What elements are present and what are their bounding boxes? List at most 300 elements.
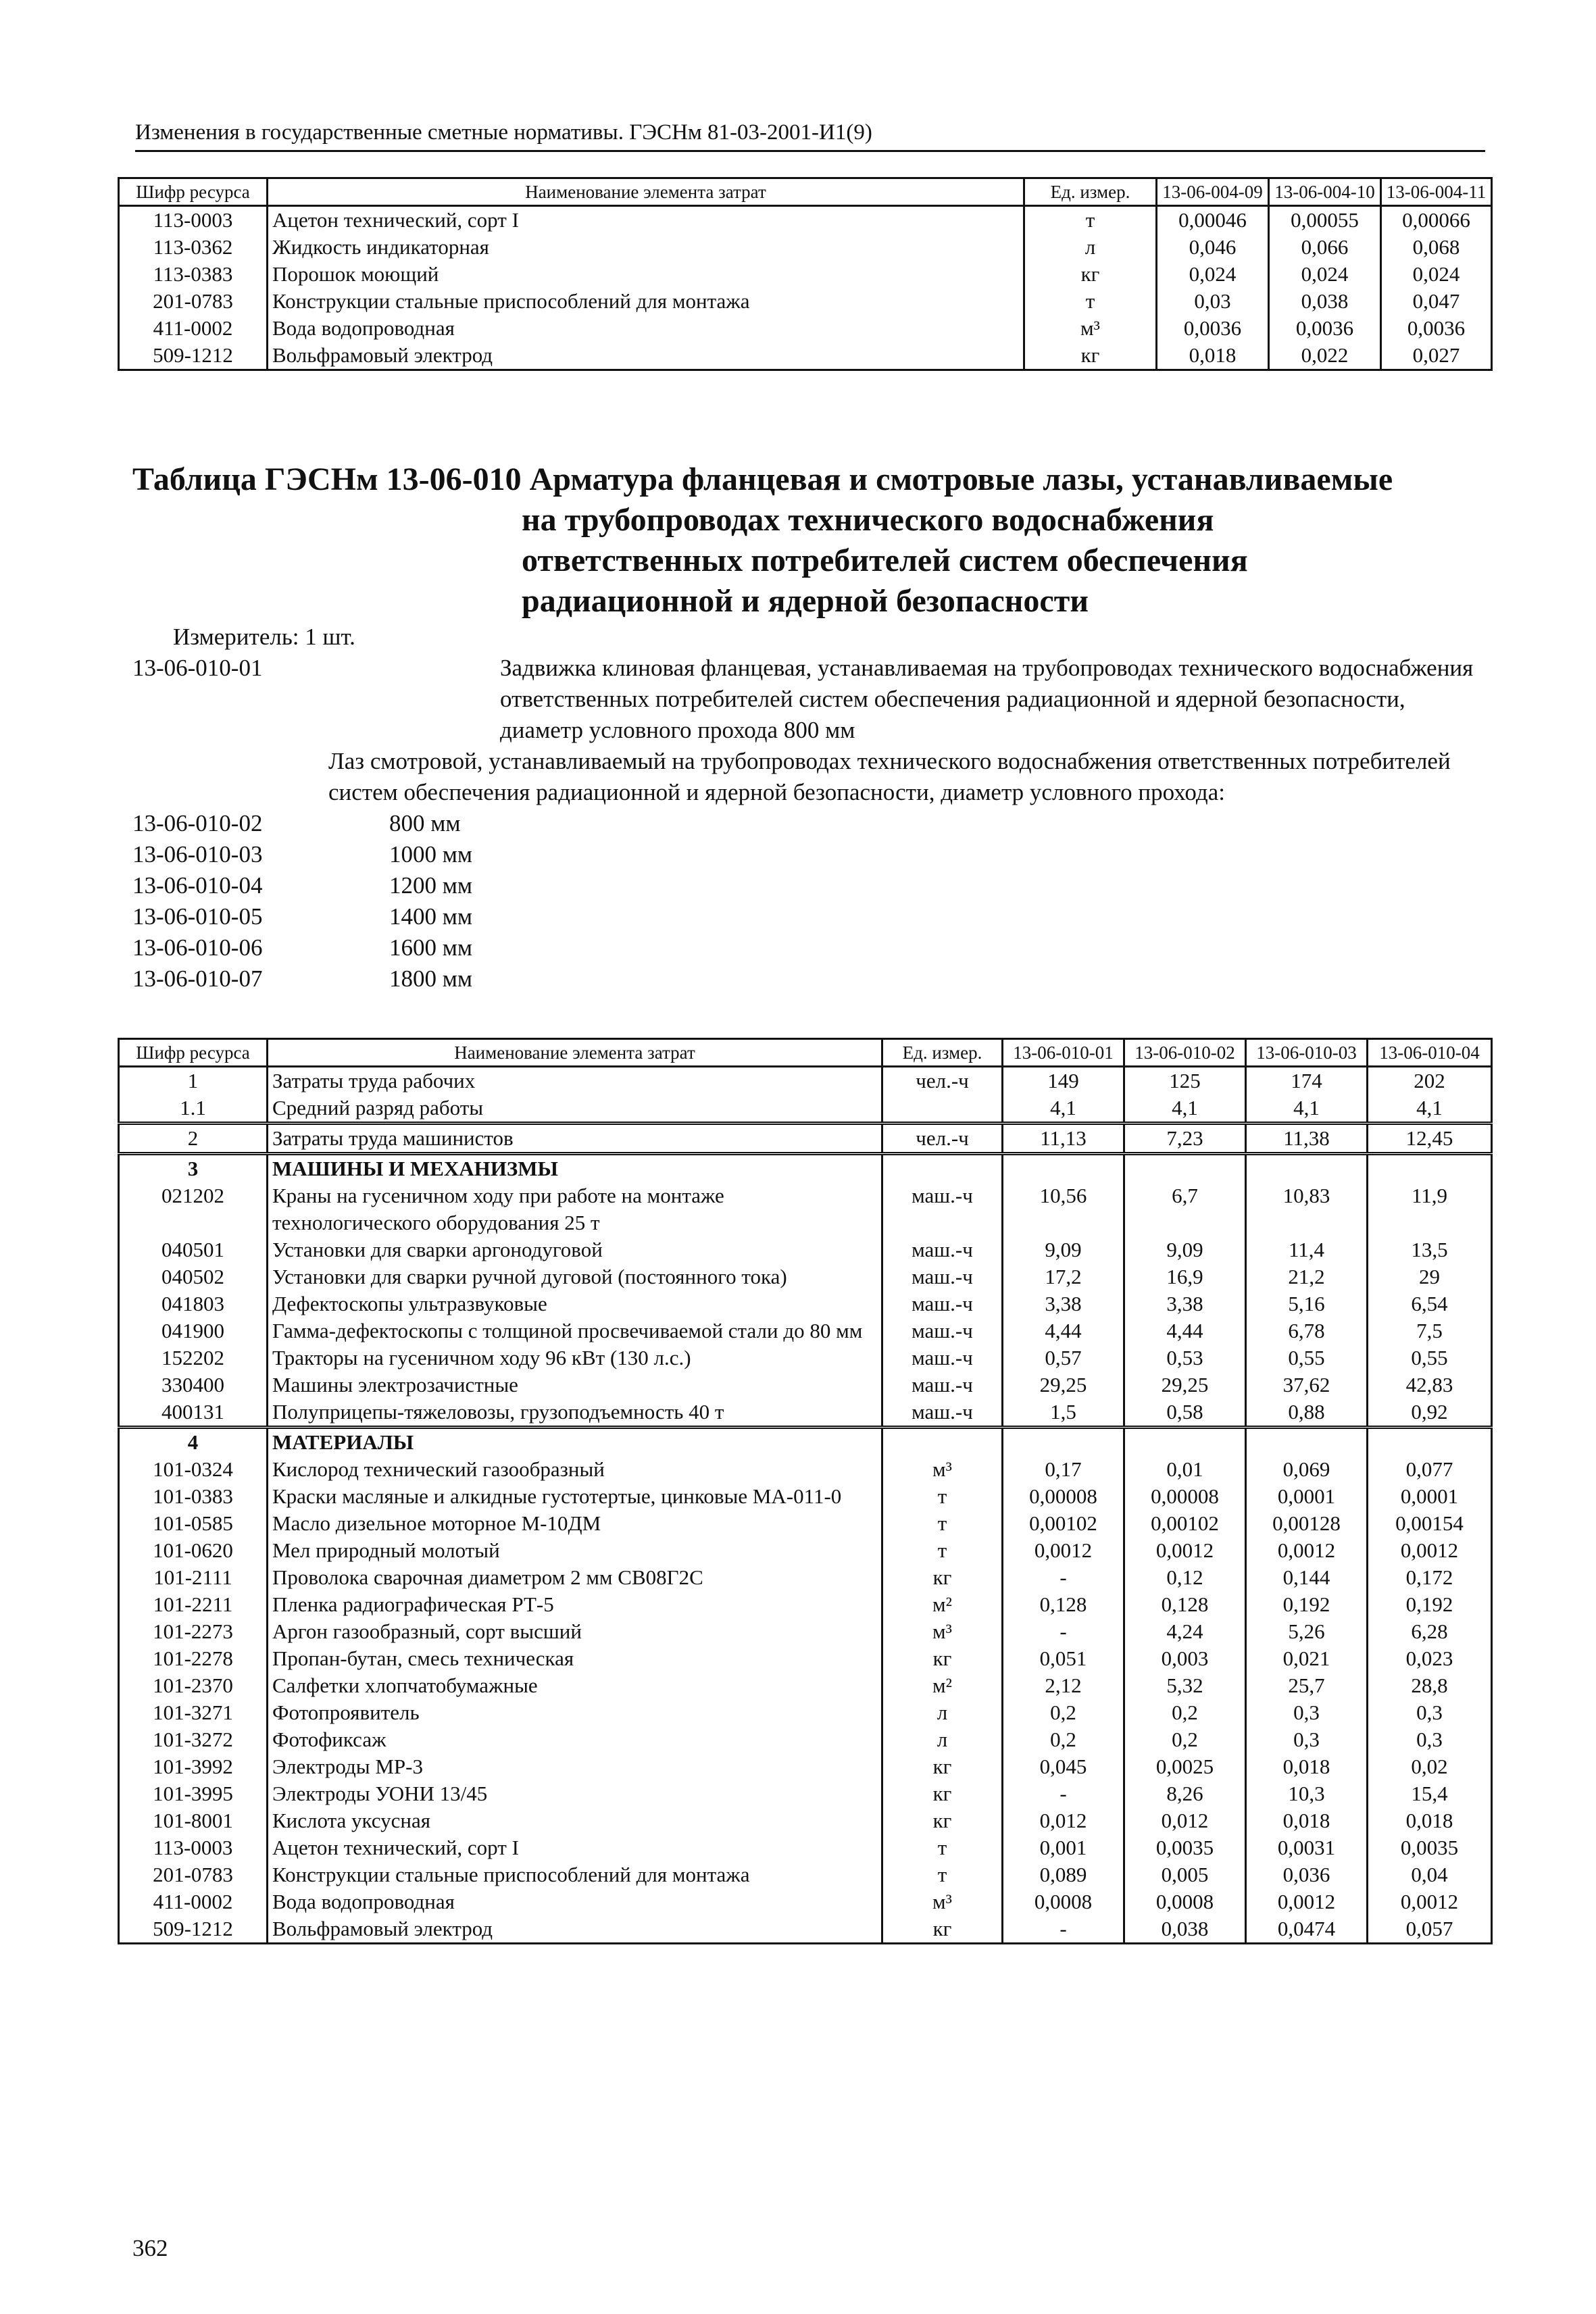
resource-value: 0,0036: [1157, 315, 1269, 342]
resource-value: [1003, 1154, 1124, 1183]
header-col: 13-06-010-02: [1124, 1039, 1246, 1067]
resource-value: 4,44: [1124, 1317, 1246, 1344]
resource-name: Тракторы на гусеничном ходу 96 кВт (130 л.с.): [268, 1344, 882, 1372]
resource-value: 0,00102: [1003, 1510, 1124, 1537]
table-row: [119, 1372, 1492, 1399]
table-row: [119, 1915, 1492, 1944]
resource-value: 0,003: [1124, 1645, 1246, 1672]
resource-value: 0,128: [1124, 1591, 1246, 1618]
resource-value: маш.-ч: [882, 1263, 1003, 1290]
table-row: [119, 1236, 1492, 1263]
resource-value: 0,0012: [1003, 1537, 1124, 1564]
size-value: 1000 мм: [389, 841, 473, 867]
resource-value: 3,38: [1124, 1290, 1246, 1317]
resource-value: 11,38: [1246, 1124, 1368, 1154]
resource-value: 10,83: [1246, 1182, 1368, 1236]
resource-value: 0,0012: [1124, 1537, 1246, 1564]
resource-value: 11,4: [1246, 1236, 1368, 1263]
resource-value: м³: [882, 1888, 1003, 1915]
resource-code: 113-0003: [119, 206, 268, 234]
header-col: 13-06-004-11: [1381, 178, 1492, 206]
resource-code: 4: [119, 1428, 268, 1457]
resource-value: 0,53: [1124, 1344, 1246, 1372]
resource-value: кг: [882, 1780, 1003, 1807]
table-row: [119, 1124, 1492, 1154]
table-row: [119, 1095, 1492, 1124]
resource-value: 0,069: [1246, 1456, 1368, 1483]
resource-value: 0,012: [1003, 1807, 1124, 1834]
resource-name: Вольфрамовый электрод: [268, 1915, 882, 1944]
resource-value: 0,0474: [1246, 1915, 1368, 1944]
work-text: Задвижка клиновая фланцевая, устанавливаемая на трубопроводах технического водоснабжения ответственных потребителей систем обеспечения радиационной и ядерной безопасности, диаметр условного прохода 800 мм: [500, 655, 1474, 743]
resource-code: 021202: [119, 1182, 268, 1236]
page-number: 362: [132, 2235, 168, 2261]
resource-value: 0,012: [1124, 1807, 1246, 1834]
resource-name: Ацетон технический, сорт I: [268, 206, 1024, 234]
work-code: 13-06-010-06: [132, 934, 263, 961]
resource-code: 101-2273: [119, 1618, 268, 1645]
resource-value: маш.-ч: [882, 1399, 1003, 1428]
resource-value: маш.-ч: [882, 1372, 1003, 1399]
resource-value: 0,0035: [1368, 1834, 1492, 1861]
resource-value: 0,023: [1368, 1645, 1492, 1672]
resource-name: Фотофиксаж: [268, 1726, 882, 1753]
resource-value: 0,051: [1003, 1645, 1124, 1672]
table-row: [119, 1834, 1492, 1861]
resource-value: т: [882, 1537, 1003, 1564]
resource-value: 0,144: [1246, 1564, 1368, 1591]
resource-value: 4,44: [1003, 1317, 1124, 1344]
size-value: 1600 мм: [389, 934, 473, 961]
resource-value: кг: [882, 1807, 1003, 1834]
table-row: [119, 1510, 1492, 1537]
resource-value: 0,089: [1003, 1861, 1124, 1888]
table-row: [119, 1618, 1492, 1645]
resource-name: Кислота уксусная: [268, 1807, 882, 1834]
resource-name: Мел природный молотый: [268, 1537, 882, 1564]
resource-value: чел.-ч: [882, 1067, 1003, 1095]
header-name: Наименование элемента затрат: [268, 1039, 882, 1067]
resource-name: Вода водопроводная: [268, 1888, 882, 1915]
resource-value: 0,045: [1003, 1753, 1124, 1780]
size-item: [132, 932, 1484, 963]
resource-value: 0,58: [1124, 1399, 1246, 1428]
resource-value: 13,5: [1368, 1236, 1492, 1263]
resource-value: 4,1: [1246, 1095, 1368, 1124]
size-item: [132, 901, 1484, 932]
resource-name: Фотопроявитель: [268, 1699, 882, 1726]
resource-code: 509-1212: [119, 342, 268, 370]
resource-table-004: [118, 177, 1493, 371]
resource-value: 0,03: [1157, 288, 1269, 315]
resource-value: т: [1024, 206, 1157, 234]
resource-value: 0,0001: [1246, 1483, 1368, 1510]
resource-value: 21,2: [1246, 1263, 1368, 1290]
resource-value: 0,3: [1246, 1699, 1368, 1726]
resource-value: 0,0012: [1246, 1537, 1368, 1564]
resource-value: 0,021: [1246, 1645, 1368, 1672]
resource-value: -: [1003, 1564, 1124, 1591]
resource-name: Электроды МР-3: [268, 1753, 882, 1780]
resource-code: 040501: [119, 1236, 268, 1263]
table-row: [119, 1067, 1492, 1095]
table-row: [119, 234, 1492, 261]
resource-name: Ацетон технический, сорт I: [268, 1834, 882, 1861]
resource-value: чел.-ч: [882, 1124, 1003, 1154]
resource-value: маш.-ч: [882, 1290, 1003, 1317]
table-row: [119, 1807, 1492, 1834]
resource-value: 10,3: [1246, 1780, 1368, 1807]
header-col: 13-06-010-03: [1246, 1039, 1368, 1067]
resource-value: 0,57: [1003, 1344, 1124, 1372]
resource-value: 0,192: [1246, 1591, 1368, 1618]
resource-name: Полуприцепы-тяжеловозы, грузоподъемность 40 т: [268, 1399, 882, 1428]
resource-value: 0,068: [1381, 234, 1492, 261]
resource-value: [1124, 1154, 1246, 1183]
header-unit: Ед. измер.: [882, 1039, 1003, 1067]
table-row: [119, 1672, 1492, 1699]
resource-value: 37,62: [1246, 1372, 1368, 1399]
resource-code: 101-3272: [119, 1726, 268, 1753]
resource-value: 0,018: [1246, 1753, 1368, 1780]
table-row: [119, 315, 1492, 342]
resource-value: т: [1024, 288, 1157, 315]
resource-code: 101-2370: [119, 1672, 268, 1699]
resource-value: 0,00008: [1003, 1483, 1124, 1510]
work-code: 13-06-010-05: [132, 903, 263, 930]
work-description: [132, 622, 1484, 995]
resource-value: м²: [882, 1672, 1003, 1699]
table-row: [119, 1182, 1492, 1236]
resource-code: 101-8001: [119, 1807, 268, 1834]
resource-value: маш.-ч: [882, 1236, 1003, 1263]
resource-value: 6,78: [1246, 1317, 1368, 1344]
resource-value: т: [882, 1510, 1003, 1537]
header-col: 13-06-004-09: [1157, 178, 1269, 206]
resource-value: л: [1024, 234, 1157, 261]
resource-code: 2: [119, 1124, 268, 1154]
resource-value: 0,0025: [1124, 1753, 1246, 1780]
resource-value: 0,2: [1124, 1699, 1246, 1726]
size-value: 1400 мм: [389, 903, 473, 930]
resource-value: 5,32: [1124, 1672, 1246, 1699]
resource-value: м²: [882, 1591, 1003, 1618]
table-row: [119, 1699, 1492, 1726]
resource-code: 1.1: [119, 1095, 268, 1124]
resource-value: 0,077: [1368, 1456, 1492, 1483]
resource-value: 28,8: [1368, 1672, 1492, 1699]
work-item: [132, 653, 1484, 746]
resource-value: 11,9: [1368, 1182, 1492, 1236]
resource-value: 0,046: [1157, 234, 1269, 261]
resource-value: м³: [882, 1456, 1003, 1483]
resource-value: 0,001: [1003, 1834, 1124, 1861]
resource-value: [1246, 1428, 1368, 1457]
resource-value: 0,192: [1368, 1591, 1492, 1618]
header-code: Шифр ресурса: [119, 1039, 268, 1067]
table-row: [119, 1780, 1492, 1807]
table-row: [119, 1591, 1492, 1618]
resource-name: Электроды УОНИ 13/45: [268, 1780, 882, 1807]
resource-value: 0,2: [1124, 1726, 1246, 1753]
resource-value: 0,55: [1368, 1344, 1492, 1372]
resource-name: Порошок моющий: [268, 261, 1024, 288]
resource-code: 101-0383: [119, 1483, 268, 1510]
table-row: [119, 1888, 1492, 1915]
resource-code: 201-0783: [119, 1861, 268, 1888]
resource-code: 101-3995: [119, 1780, 268, 1807]
resource-code: 411-0002: [119, 1888, 268, 1915]
resource-value: 0,00055: [1269, 206, 1381, 234]
table-row: [119, 1753, 1492, 1780]
resource-code: 101-2211: [119, 1591, 268, 1618]
resource-value: 0,018: [1157, 342, 1269, 370]
table-row: [119, 1428, 1492, 1457]
resource-value: 0,3: [1246, 1726, 1368, 1753]
size-value: 1800 мм: [389, 965, 473, 992]
resource-value: [1246, 1154, 1368, 1183]
resource-code: 101-2111: [119, 1564, 268, 1591]
table-row: [119, 1726, 1492, 1753]
table-row: [119, 1317, 1492, 1344]
resource-code: 113-0383: [119, 261, 268, 288]
resource-code: 101-3271: [119, 1699, 268, 1726]
resource-value: 0,128: [1003, 1591, 1124, 1618]
table-row: [119, 206, 1492, 234]
resource-name: Дефектоскопы ультразвуковые: [268, 1290, 882, 1317]
size-value: 800 мм: [389, 810, 461, 836]
resource-code: 101-0324: [119, 1456, 268, 1483]
work-code: 13-06-010-03: [132, 841, 263, 867]
resource-code: 041803: [119, 1290, 268, 1317]
resource-name: Вода водопроводная: [268, 315, 1024, 342]
resource-value: -: [1003, 1618, 1124, 1645]
table-row: [119, 1290, 1492, 1317]
resource-value: 0,057: [1368, 1915, 1492, 1944]
resource-code: 152202: [119, 1344, 268, 1372]
resource-value: 0,0012: [1246, 1888, 1368, 1915]
work-code: 13-06-010-01: [132, 655, 263, 681]
table-row: [119, 1645, 1492, 1672]
resource-name: МАШИНЫ И МЕХАНИЗМЫ: [268, 1154, 882, 1183]
resource-name: Проволока сварочная диаметром 2 мм СВ08Г2С: [268, 1564, 882, 1591]
resource-value: 0,036: [1246, 1861, 1368, 1888]
table-row: [119, 288, 1492, 315]
resource-value: 0,3: [1368, 1726, 1492, 1753]
header-code: Шифр ресурса: [119, 178, 268, 206]
resource-code: 101-0620: [119, 1537, 268, 1564]
resource-value: 4,24: [1124, 1618, 1246, 1645]
resource-value: [1368, 1154, 1492, 1183]
resource-value: 149: [1003, 1067, 1124, 1095]
resource-value: 0,2: [1003, 1726, 1124, 1753]
resource-code: 400131: [119, 1399, 268, 1428]
header-col: 13-06-010-01: [1003, 1039, 1124, 1067]
resource-name: Затраты труда рабочих: [268, 1067, 882, 1095]
resource-name: Затраты труда машинистов: [268, 1124, 882, 1154]
resource-value: м³: [882, 1618, 1003, 1645]
resource-value: 11,13: [1003, 1124, 1124, 1154]
resource-value: [1124, 1428, 1246, 1457]
resource-value: 0,00102: [1124, 1510, 1246, 1537]
resource-value: 42,83: [1368, 1372, 1492, 1399]
resource-value: 0,3: [1368, 1699, 1492, 1726]
resource-value: 0,2: [1003, 1699, 1124, 1726]
resource-name: Пропан-бутан, смесь техническая: [268, 1645, 882, 1672]
resource-value: 10,56: [1003, 1182, 1124, 1236]
resource-value: 17,2: [1003, 1263, 1124, 1290]
resource-value: л: [882, 1726, 1003, 1753]
resource-value: кг: [1024, 342, 1157, 370]
resource-value: 0,0001: [1368, 1483, 1492, 1510]
resource-value: т: [882, 1861, 1003, 1888]
resource-name: Установки для сварки аргонодуговой: [268, 1236, 882, 1263]
resource-value: -: [1003, 1780, 1124, 1807]
title-line: радиационной и ядерной безопасности: [522, 583, 1089, 619]
resource-value: 0,17: [1003, 1456, 1124, 1483]
resource-value: 0,0012: [1368, 1537, 1492, 1564]
resource-value: 29,25: [1003, 1372, 1124, 1399]
resource-code: 509-1212: [119, 1915, 268, 1944]
group-text: Лаз смотровой, устанавливаемый на трубопроводах технического водоснабжения ответственных потребителей систем обеспечения радиационной и ядерной безопасности, диаметр условного прохода:: [328, 748, 1451, 805]
resource-value: 0,01: [1124, 1456, 1246, 1483]
resource-value: маш.-ч: [882, 1344, 1003, 1372]
resource-name: Кислород технический газообразный: [268, 1456, 882, 1483]
table-row: [119, 1154, 1492, 1183]
table-row: [119, 1564, 1492, 1591]
resource-name: Масло дизельное моторное М-10ДМ: [268, 1510, 882, 1537]
header-name: Наименование элемента затрат: [268, 178, 1024, 206]
resource-value: 0,047: [1381, 288, 1492, 315]
resource-value: 202: [1368, 1067, 1492, 1095]
resource-value: 0,00066: [1381, 206, 1492, 234]
table-row: [119, 342, 1492, 370]
resource-value: 5,16: [1246, 1290, 1368, 1317]
resource-value: [1003, 1428, 1124, 1457]
resource-code: 113-0362: [119, 234, 268, 261]
resource-value: 0,018: [1368, 1807, 1492, 1834]
resource-value: 6,54: [1368, 1290, 1492, 1317]
resource-value: 0,00154: [1368, 1510, 1492, 1537]
resource-value: 125: [1124, 1067, 1246, 1095]
resource-value: 12,45: [1368, 1124, 1492, 1154]
resource-name: Краски масляные и алкидные густотертые, цинковые МА-011-0: [268, 1483, 882, 1510]
resource-value: 0,92: [1368, 1399, 1492, 1428]
resource-value: 25,7: [1246, 1672, 1368, 1699]
resource-value: 7,5: [1368, 1317, 1492, 1344]
resource-value: 9,09: [1003, 1236, 1124, 1263]
resource-value: 0,0036: [1269, 315, 1381, 342]
resource-value: 0,00046: [1157, 206, 1269, 234]
resource-value: 0,024: [1269, 261, 1381, 288]
resource-name: Средний разряд работы: [268, 1095, 882, 1124]
resource-value: маш.-ч: [882, 1317, 1003, 1344]
resource-value: 5,26: [1246, 1618, 1368, 1645]
resource-name: МАТЕРИАЛЫ: [268, 1428, 882, 1457]
resource-value: кг: [882, 1753, 1003, 1780]
resource-value: 0,12: [1124, 1564, 1246, 1591]
resource-value: 0,024: [1157, 261, 1269, 288]
resource-value: т: [882, 1834, 1003, 1861]
resource-value: 0,038: [1269, 288, 1381, 315]
resource-value: 0,00008: [1124, 1483, 1246, 1510]
table-row: [119, 1483, 1492, 1510]
resource-name: Салфетки хлопчатобумажные: [268, 1672, 882, 1699]
size-item: [132, 963, 1484, 995]
resource-value: 6,28: [1368, 1618, 1492, 1645]
resource-value: 4,1: [1003, 1095, 1124, 1124]
resource-value: 0,55: [1246, 1344, 1368, 1372]
resource-code: 101-3992: [119, 1753, 268, 1780]
resource-value: 1,5: [1003, 1399, 1124, 1428]
resource-name: Конструкции стальные приспособлений для монтажа: [268, 288, 1024, 315]
table-row: [119, 261, 1492, 288]
resource-value: 0,0012: [1368, 1888, 1492, 1915]
resource-name: Вольфрамовый электрод: [268, 342, 1024, 370]
resource-code: 040502: [119, 1263, 268, 1290]
resource-value: 0,038: [1124, 1915, 1246, 1944]
table-title: [132, 459, 1477, 622]
resource-name: Жидкость индикаторная: [268, 234, 1024, 261]
resource-name: Установки для сварки ручной дуговой (постоянного тока): [268, 1263, 882, 1290]
resource-name: Машины электрозачистные: [268, 1372, 882, 1399]
resource-value: [1368, 1428, 1492, 1457]
title-line: на трубопроводах технического водоснабжения: [522, 502, 1214, 538]
size-item: [132, 808, 1484, 839]
resource-value: л: [882, 1699, 1003, 1726]
table-row: [119, 1344, 1492, 1372]
resource-value: 16,9: [1124, 1263, 1246, 1290]
resource-name: Пленка радиографическая РТ-5: [268, 1591, 882, 1618]
resource-value: 0,0036: [1381, 315, 1492, 342]
resource-value: -: [1003, 1915, 1124, 1944]
table-row: [119, 1861, 1492, 1888]
resource-value: 0,0035: [1124, 1834, 1246, 1861]
resource-value: 0,04: [1368, 1861, 1492, 1888]
resource-value: кг: [1024, 261, 1157, 288]
resource-table-010: [118, 1038, 1493, 1944]
resource-code: 1: [119, 1067, 268, 1095]
resource-name: Аргон газообразный, сорт высший: [268, 1618, 882, 1645]
resource-value: 0,88: [1246, 1399, 1368, 1428]
resource-value: [882, 1428, 1003, 1457]
work-code: 13-06-010-07: [132, 965, 263, 992]
size-list: [132, 808, 1484, 995]
header-col: 13-06-004-10: [1269, 178, 1381, 206]
resource-value: 2,12: [1003, 1672, 1124, 1699]
resource-code: 041900: [119, 1317, 268, 1344]
resource-value: 29,25: [1124, 1372, 1246, 1399]
resource-name: Гамма-дефектоскопы с толщиной просвечиваемой стали до 80 мм: [268, 1317, 882, 1344]
resource-value: т: [882, 1483, 1003, 1510]
resource-value: 4,1: [1368, 1095, 1492, 1124]
resource-value: 7,23: [1124, 1124, 1246, 1154]
table-row: [119, 1537, 1492, 1564]
resource-value: 0,027: [1381, 342, 1492, 370]
resource-value: 0,0008: [1003, 1888, 1124, 1915]
resource-value: 9,09: [1124, 1236, 1246, 1263]
resource-value: 0,024: [1381, 261, 1492, 288]
measure-unit: Измеритель: 1 шт.: [173, 624, 355, 650]
resource-code: 101-2278: [119, 1645, 268, 1672]
resource-value: кг: [882, 1564, 1003, 1591]
resource-value: [882, 1095, 1003, 1124]
resource-value: м³: [1024, 315, 1157, 342]
resource-value: 4,1: [1124, 1095, 1246, 1124]
resource-value: 0,0008: [1124, 1888, 1246, 1915]
resource-value: 0,018: [1246, 1807, 1368, 1834]
resource-value: 0,005: [1124, 1861, 1246, 1888]
